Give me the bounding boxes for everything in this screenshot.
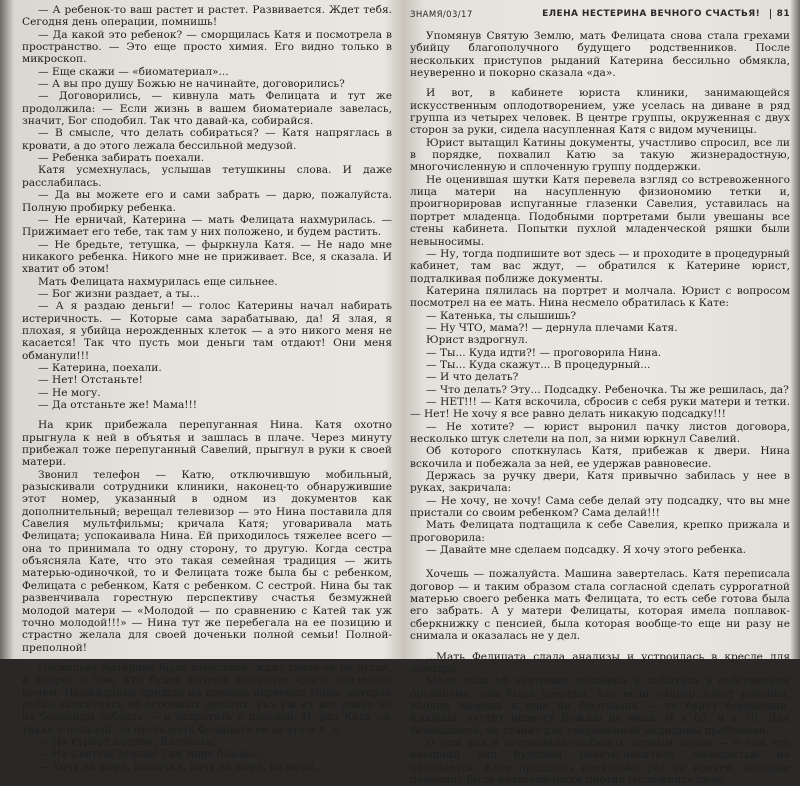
paragraph: Об которого споткнулась Катя, прибежав к двери. Нина вскочила и побежала за ней, ее удержав равновесие. xyxy=(410,445,790,470)
paragraph: — Да какой это ребенок? — сморщилась Катя и посмотрела в пространство. — Это еще просто химия. Его видно только в микроскоп. xyxy=(22,28,392,66)
paragraph: — Ну ЧТО, мама?! — дернула плечами Катя. xyxy=(426,321,678,334)
right-page xyxy=(410,0,790,786)
paragraph: — И что делать? xyxy=(426,371,519,384)
paragraph: — В смысле, что делать собираться? — Катя напряглась в кровати, а до этого лежала бессильной медузой. xyxy=(22,127,392,152)
paragraph: — Договорились, — кивнула мать Фелицата и тут же продолжила: — Если жизнь в вашем биоматериале завелась, значит, Бог сподобил. Так что давай-ка, собирайся. xyxy=(22,90,392,128)
paragraph: Хочешь — пожалуйста. Машина завертелась. Катя переписала договор — и таким образом стала согласной сделать суррогатной матерью своего ребенка мать Фелицата, то есть себе готова была его забрать. А у матери Фелицаты, которая имела поплавок-сберкнижку с пенсией, была которая вообще-то еще ни разу не снимала и оказалась не у дел. xyxy=(410,568,790,643)
journal-issue: ЗНАМЯ/03/17 xyxy=(410,10,473,20)
paragraph: — Да вы можете его и сами забрать — дарю, пожалуйста. Полную пробирку ребенка. xyxy=(22,189,392,214)
running-title xyxy=(542,9,790,19)
paragraph: Катерина пялилась на портрет и молчала. Юрист с вопросом посмотрел на ее мать. Нина несмело обратилась к Кате: xyxy=(410,284,790,310)
paragraph: О чем она и поспешила сообщить первым делом — о том что внешний вид будущей ракеты-носителя молодостью не отличается. Кате пришлось несколько раз на врачей, которые поначалу были категорически против (усложнить свою xyxy=(410,736,790,786)
paragraph: — Не ерничай, Катерина — мать Фелицата нахмурилась. — Прижимает его тебе, так там у них положено, и будем растить. xyxy=(22,213,392,239)
paragraph: — Да отстаньте же! Мама!!! xyxy=(38,399,198,411)
paragraph: Держась за ручку двери, Катя привычно забилась у нее в руках, закричала: xyxy=(410,470,790,495)
paragraph: Мать Фелицата нахмурилась еще сильнее. xyxy=(38,275,278,288)
paragraph: — А вы про душу Божью не начинайте, договорились? xyxy=(38,78,345,91)
left-edge-shadow xyxy=(0,0,14,659)
paragraph: ...Мать Фелицата сдала анализы и устроилась в кресле для осмотра. xyxy=(410,650,790,675)
paragraph: — Не бредьте, тетушка, — фыркнула Катя. — Не надо мне никакого ребенка. Никого мне не приживает. Все, я сказала. И хватит об этом! xyxy=(22,238,392,276)
page-number: 81 xyxy=(770,9,790,19)
right-page-text xyxy=(410,30,790,786)
left-page-text xyxy=(22,4,392,773)
paragraph: — Ребенка забирать поехали. xyxy=(38,152,205,165)
right-edge-shadow xyxy=(790,0,800,659)
paragraph: — Нет! Отстаньте! xyxy=(38,374,143,387)
left-page xyxy=(22,0,392,773)
paragraph: — Ты... Куда скажут... В процедурный... xyxy=(426,358,651,371)
paragraph: — На Святую Землю! Там море близко! xyxy=(38,748,261,761)
paragraph: Поскольку Катерина была атеисткой, ждал греха ее не пугал, а вопрос о том, кто будет матери Фелицате крыть оказалось нечем. Неожиданно пришла на помощь первенец Нина, которая робко заикнулась об огромных деньгах. Раз уж их все равно не из больницы забрать — и истратить с пользой. И, раз Катя уж такая с пользой, то пусть мать Фелицата ее за это и т. д. xyxy=(22,661,392,736)
paragraph: Звонил телефон — Катю, отключившую мобильный, разыскивали сотрудники клиники, наконец-то обнаружившие этот номер, указанный в одном из документов как дополнительный; верещал телевизор — это Нина поставила для Савелия мультфильмы; кричала Катя; уговаривала мать Фелицата; успокаивала Нина. Ей приходилось тяжелее всего — она то принимала то одну сторону, то другую. Когда сестра объясняла Кате, что это такая семейная традиция — жить матерью-одиночкой, то и Фелицата тоже была бы с ребенком, Фелицата с ребенком, Катя с ребенком. С сестрой. Нина бы так развенчивала горестную перспективу счастья безмужней молодой матери — «Молодой — по сравнению с Катей так уж точно молодой!!!» — Нина тут же перебегала на ее позицию и страстно желала для своей доченьки полной семьи! Полной-преполной! xyxy=(22,468,392,654)
paragraph: Мать Фелицата подтащила к себе Савелия, крепко прижала и проговорила: xyxy=(410,519,790,544)
story-title: ВЕЧНОГО СЧАСТЬЯ! xyxy=(650,9,761,19)
paragraph: — Что делать? Эту... Подсадку. Ребеночка. Ты же решилась, да? xyxy=(426,383,789,396)
paragraph: Не оценившая шутки Катя перевела взгляд со встревоженного лица матери на насупленную физиономию тетки и, проигнорировав испуганные глазенки Савелия, уставилась на портрет младенца. Подобными портретами были увешаны все стены кабинета. Попытки пухлой младенческой ряшки были невыносимы. xyxy=(410,173,790,248)
paragraph: Мало зная об анатомии человека и событиях в собственном организме, она была уверена, что если сильно хочет ребенка, вполне здорова и еще не бесплодна — то будет беременна. Климакс пустит невесту Божию на вида. И в 65, и в 70. Для Всевышнего, не станет для современной медицины проблемой. xyxy=(410,675,790,737)
paragraph: — Ну, тогда подпишите вот здесь — и проходите в процедурный кабинет, там вас ждут, — обратился к Катерине юрист, подталкивая поближе документы. xyxy=(410,247,790,285)
paragraph: — Ты... Куда идти?! — проговорила Нина. xyxy=(426,346,662,359)
paragraph: — Катенька, ты слышишь? xyxy=(426,309,577,322)
paragraph: — Хочу на море, мамочка, хочу на море, на море... xyxy=(38,760,325,773)
paragraph: Упомянув Святую Землю, мать Фелицата снова стала грехами убийцу благополучного будущего родственников. После нескольких приступов рыданий Катерина бессильно обмякла, неуверенно и покорно сказала «да». xyxy=(410,30,790,80)
author-name: ЕЛЕНА НЕСТЕРИНА xyxy=(542,9,647,19)
paragraph: — А ребенок-то ваш растет и растет. Развивается. Ждет тебя. Сегодня день операции, помнишь! xyxy=(22,4,392,29)
paragraph: На крик прибежала перепуганная Нина. Катя охотно прыгнула к ней в объятья и зашлась в плаче. Через минуту прибежал тоже перепуганный Савелий, прыгнул в руки к своей матери. xyxy=(22,419,392,469)
paragraph: — На курорт поедем, Катенька! xyxy=(38,735,218,748)
paragraph: — Не хотите? — юрист выронил пачку листов договора, несколько штук слетели на пол, за ними юркнул Савелий. xyxy=(410,420,790,445)
paragraph: — Бог жизни раздает, а ты... xyxy=(38,287,200,300)
paragraph: — Не хочу, не хочу! Сама себе делай эту подсадку, что вы мне пристали со своим ребенком? Сама делай!!! xyxy=(410,494,790,520)
paragraph: — Катерина, поехали. xyxy=(38,361,162,374)
paragraph: — Еще скажи — «биоматериал»... xyxy=(38,65,229,78)
paragraph: И вот, в кабинете юриста клиники, занимающейся искусственным оплодотворением, уже уселась на диване в ряд группа из четырех человек. В центре группы, окруженная с двух сторон за руки, сидела насупленная Катя с видом мученицы. xyxy=(410,87,790,137)
paragraph: Юрист вздрогнул. xyxy=(426,334,529,347)
paragraph: — НЕТ!!! — Катя вскочила, сбросив с себя руки матери и тетки. — Нет! Не хочу я все равно делать никакую подсадку!!! xyxy=(410,395,790,421)
paragraph: Катя усмехнулась, услышав тетушкины слова. И даже расслабилась. xyxy=(22,164,392,189)
running-head xyxy=(410,6,790,22)
paragraph: — А я раздаю деньги! — голос Катерины начал набирать истеричность. — Которые сама зарабатываю, да! Я злая, я плохая, я убийца нерожденных клеток — а это никого меня не касается! Так что пусть мои деньги там отдают! Они меня обманули!!! xyxy=(22,300,392,362)
paragraph: Юрист вытащил Катины документы, участливо спросил, все ли в порядке, похвалил Катю за такую жизнерадостную, многочисленную и сплоченную группу поддержки. xyxy=(410,136,790,174)
paragraph: — Давайте мне сделаем подсадку. Я хочу этого ребенка. xyxy=(426,544,747,557)
paragraph: — Не могу. xyxy=(38,386,101,399)
